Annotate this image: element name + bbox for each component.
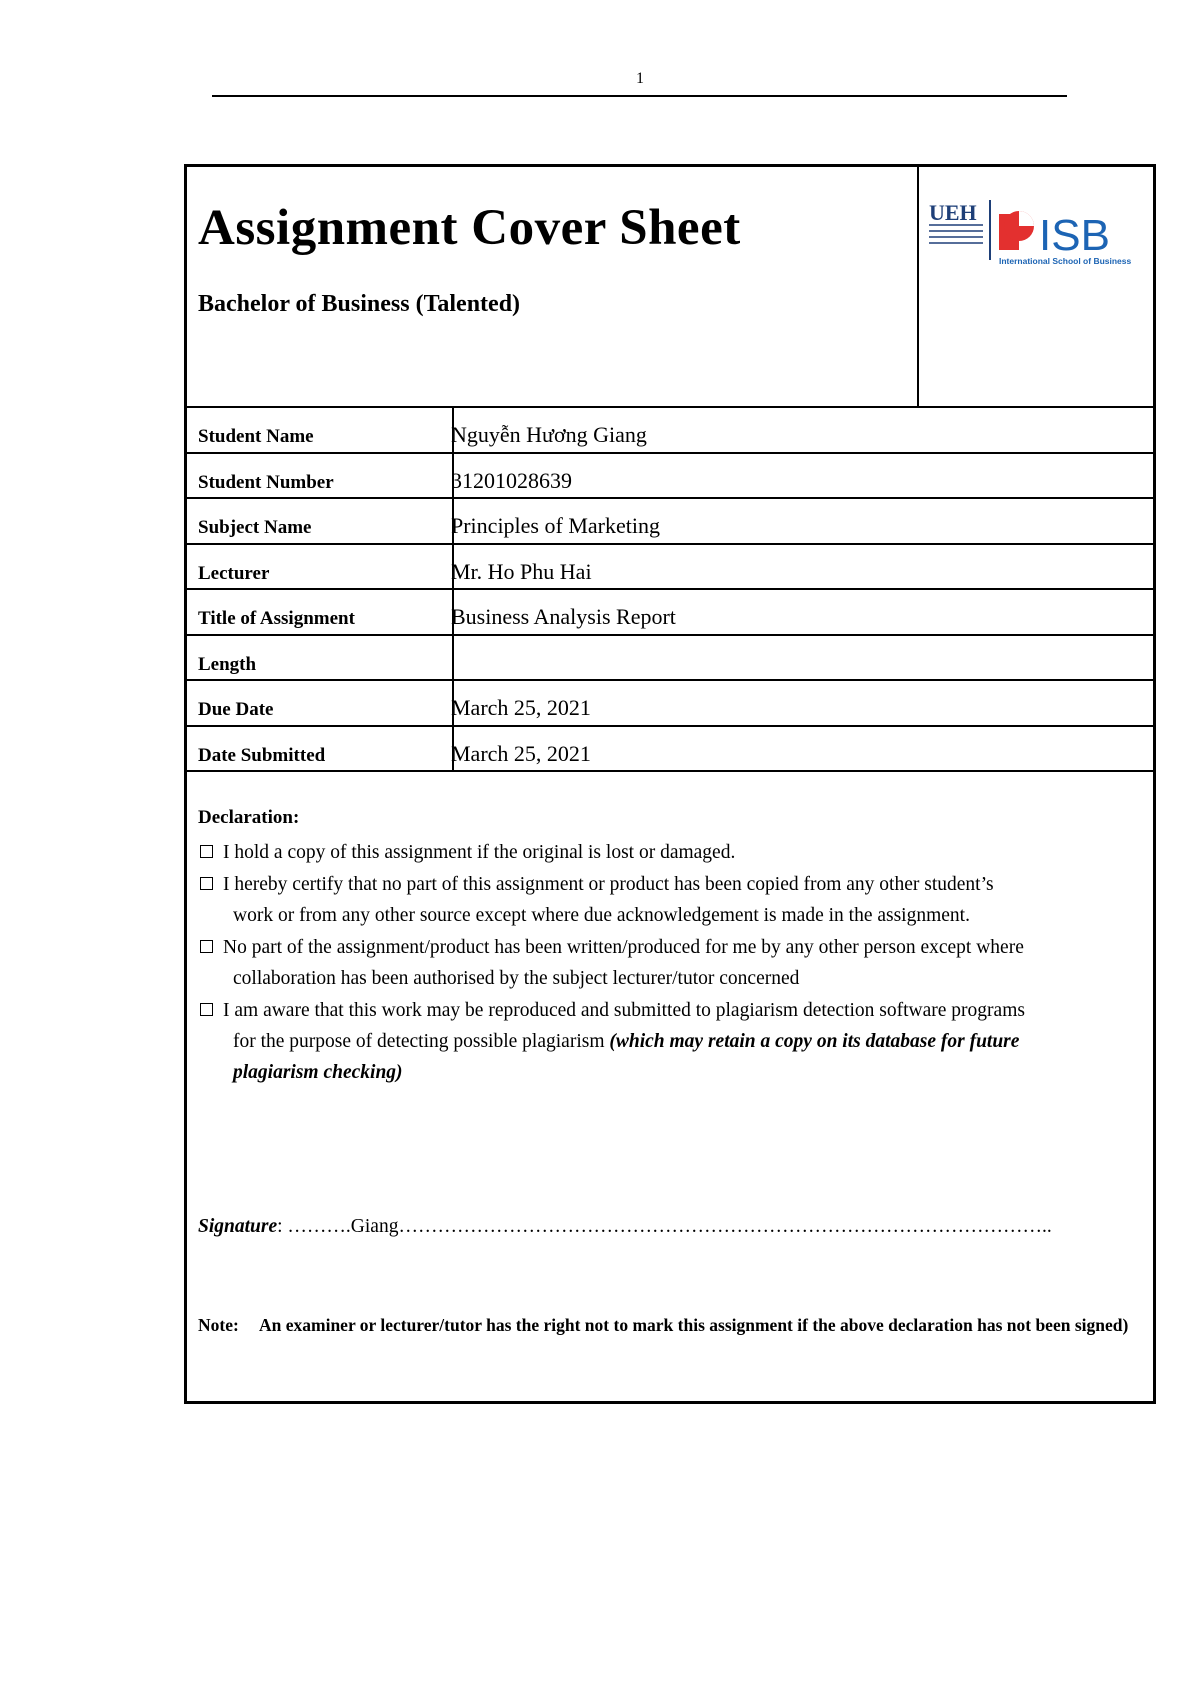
note-section xyxy=(198,1309,1146,1341)
declaration-text: No part of the assignment/product has been written/produced for me by any other person except where xyxy=(223,937,1024,958)
logo-cell xyxy=(919,167,1153,406)
declaration-text-continued xyxy=(223,1026,1146,1057)
declaration-item xyxy=(198,837,1146,868)
student-name-label: Student Name xyxy=(198,426,314,447)
declaration-item xyxy=(198,869,1146,931)
cover-sheet xyxy=(184,164,1156,1404)
isb-logo-text: ISB xyxy=(1039,211,1110,260)
detail-row-subject-name xyxy=(187,499,1153,545)
checkbox-icon[interactable] xyxy=(200,845,213,858)
note-label: Note: xyxy=(198,1315,239,1335)
assignment-title-label: Title of Assignment xyxy=(198,608,355,629)
declaration-text-continued: collaboration has been authorised by the subject lecturer/tutor concerned xyxy=(233,968,800,989)
due-date-label: Due Date xyxy=(198,699,274,720)
declaration-item xyxy=(198,932,1146,994)
subject-name-label: Subject Name xyxy=(198,517,312,538)
assignment-title-value: Business Analysis Report xyxy=(451,604,676,629)
lecturer-value: Mr. Ho Phu Hai xyxy=(451,558,592,584)
detail-row-student-number xyxy=(187,454,1153,500)
detail-row-length xyxy=(187,636,1153,682)
declaration-text-continued: work or from any other source except where due acknowledgement is made in the assignment. xyxy=(233,905,970,926)
length-label: Length xyxy=(198,653,257,675)
declaration-section xyxy=(198,807,1146,1089)
declaration-text: I am aware that this work may be reproduced and submitted to plagiarism detection software programs xyxy=(223,1000,1025,1021)
signature-line xyxy=(198,1216,1052,1238)
page-number: 1 xyxy=(636,70,644,87)
declaration-item xyxy=(198,995,1146,1088)
title-cell xyxy=(187,167,919,406)
note-text: An examiner or lecturer/tutor has the right not to mark this assignment if the above declaration has not been signed) xyxy=(259,1315,1129,1335)
checkbox-icon[interactable] xyxy=(200,940,213,953)
signature-value[interactable]: ……….Giang……………………………………………………………………………………….. xyxy=(287,1216,1052,1237)
due-date-value: March 25, 2021 xyxy=(451,695,591,720)
date-submitted-label: Date Submitted xyxy=(198,744,326,766)
student-name-value: Nguyễn Hương Giang xyxy=(451,422,647,447)
checkbox-icon[interactable] xyxy=(200,1003,213,1016)
detail-row-title-of-assignment xyxy=(187,590,1153,636)
signature-label: Signature xyxy=(198,1216,278,1237)
student-number-value: 31201028639 xyxy=(451,467,572,493)
program-subtitle: Bachelor of Business (Talented) xyxy=(198,291,521,317)
detail-row-date-submitted xyxy=(187,727,1153,773)
detail-row-due-date xyxy=(187,681,1153,727)
date-submitted-value: March 25, 2021 xyxy=(451,740,591,766)
ueh-isb-logo xyxy=(929,200,1145,270)
student-number-label: Student Number xyxy=(198,471,334,493)
declaration-text: I hereby certify that no part of this assignment or product has been copied from any other student’s xyxy=(223,874,994,895)
detail-row-student-name xyxy=(187,408,1153,454)
declaration-emphasis: (which may retain a copy on its database for future xyxy=(609,1031,1020,1052)
column-divider xyxy=(452,636,454,682)
page-title: Assignment Cover Sheet xyxy=(198,200,741,256)
declaration-text-plain: for the purpose of detecting possible plagiarism xyxy=(233,1031,605,1052)
subject-name-value: Principles of Marketing xyxy=(451,513,660,538)
detail-row-lecturer xyxy=(187,545,1153,591)
declaration-heading: Declaration: xyxy=(198,807,300,828)
isb-tagline: International School of Business xyxy=(999,256,1132,266)
details-table xyxy=(187,406,1153,772)
signature-colon: : xyxy=(277,1216,283,1237)
declaration-emphasis-continued: plagiarism checking) xyxy=(233,1062,403,1083)
checkbox-icon[interactable] xyxy=(200,877,213,890)
header-rule xyxy=(212,95,1067,97)
declaration-text: I hold a copy of this assignment if the original is lost or damaged. xyxy=(223,842,736,863)
lecturer-label: Lecturer xyxy=(198,562,270,584)
ueh-logo-text: UEH xyxy=(929,200,977,225)
